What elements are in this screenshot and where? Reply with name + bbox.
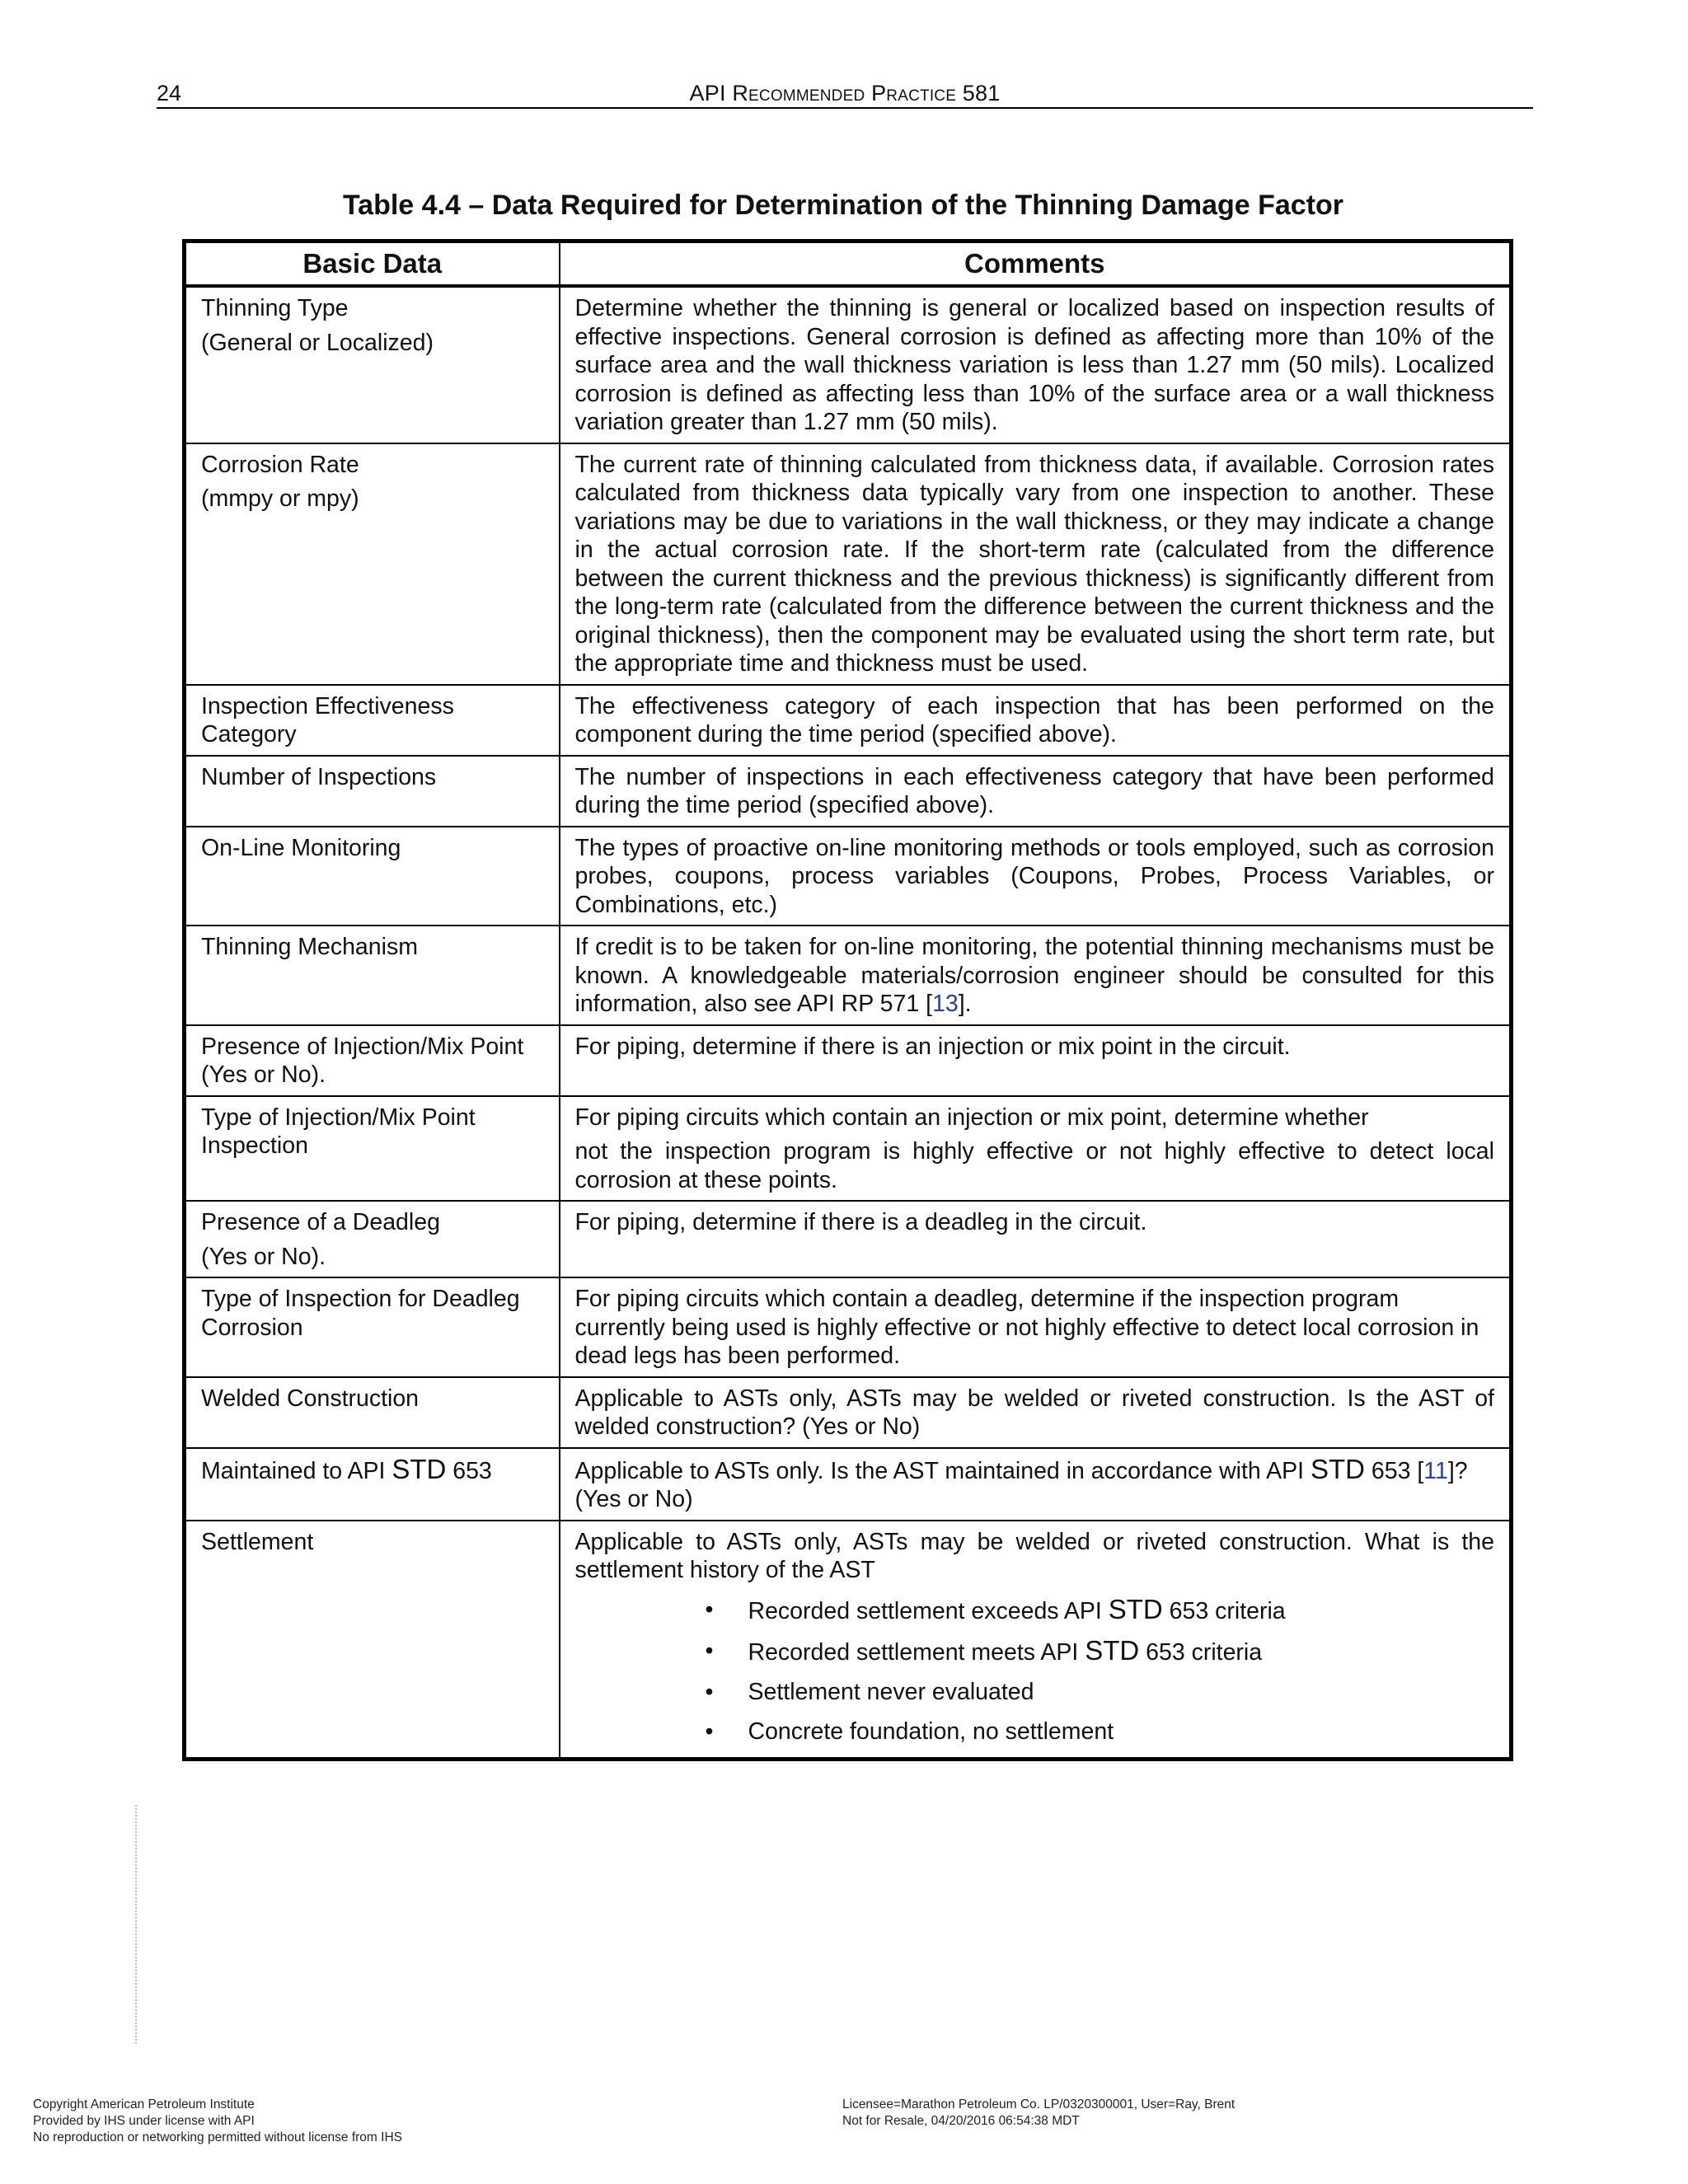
thinning-data-table [182,239,1513,1761]
basic-data-cell: Inspection Effectiveness Category [185,685,560,756]
basic-data-cell [185,443,560,685]
bullet-text: Settlement never evaluated [748,1678,1034,1705]
bullet-text-end: 653 criteria [1162,1597,1286,1624]
std-abbrev: STD [1085,1634,1140,1666]
basic-data-label: Corrosion Rate [201,451,359,478]
comment-cell: The current rate of thinning calculated from thickness data, if available. Corrosion rates calculated from thickness data typically vary from one inspection to another. These variations may be due to variations in the wall thickness, or they may indicate a change in the actual corrosion rate. If the short-term rate (calculated from the difference between the current thickness and the previous thickness) is significantly different from the long-term rate (calculated from the difference between the current thickness and the original thickness), then the component may be evaluated using the short term rate, but the appropriate time and thickness must be used. [560,443,1512,685]
table-row [185,1201,1512,1277]
column-header-comments: Comments [560,241,1512,287]
table-row [185,1025,1512,1096]
column-header-basic-data: Basic Data [185,241,560,287]
basic-data-cell: Type of Injection/Mix Point Inspection [185,1096,560,1202]
table-row [185,1377,1512,1448]
std-abbrev: STD [1108,1593,1163,1624]
table-row [185,443,1512,685]
table-row [185,1096,1512,1202]
footer-line: Copyright American Petroleum Institute [33,2097,255,2111]
basic-data-label: Presence of a Deadleg [201,1209,440,1235]
table-row [185,286,1512,443]
comment-cell: For piping, determine if there is a deadleg in the circuit. [560,1201,1512,1277]
list-item [748,1672,1495,1712]
table-title: Table 4.4 – Data Required for Determination of the Thinning Damage Factor [342,190,1344,221]
table-row [185,1448,1512,1521]
side-margin-marks [135,1805,143,2044]
comment-text-mid: 653 [ [1364,1457,1424,1484]
basic-data-text-end: 653 [446,1457,492,1484]
basic-data-sublabel: (General or Localized) [201,329,434,356]
basic-data-cell: Type of Inspection for Deadleg Corrosion [185,1277,560,1377]
comment-cell [560,1096,1512,1202]
table-row [185,827,1512,926]
comment-cell: The effectiveness category of each inspection that has been performed on the component during the time period (specified above). [560,685,1512,756]
comment-cell: Applicable to ASTs only, ASTs may be welded or riveted construction. Is the AST of welded construction? (Yes or No) [560,1377,1512,1448]
comment-cell: Determine whether the thinning is general or localized based on inspection results of effective inspections. General corrosion is defined as affecting more than 10% of the surface area and the wall thickness variation is less than 1.27 mm (50 mils). Localized corrosion is defined as affecting less than 10% of the surface area or a wall thickness variation greater than 1.27 mm (50 mils). [560,286,1512,443]
basic-data-cell [185,1448,560,1521]
footer-copyright [33,2097,402,2146]
basic-data-cell: On-Line Monitoring [185,827,560,926]
reference-link-11[interactable]: 11 [1423,1457,1448,1484]
comment-text: Applicable to ASTs only. Is the AST maintained in accordance with API [574,1457,1311,1484]
comment-cell: For piping circuits which contain a deadleg, determine if the inspection program currently being used is highly effective or not highly effective to detect local corrosion in dead legs has been performed. [560,1277,1512,1377]
list-item [748,1631,1495,1672]
bullet-text: Concrete foundation, no settlement [748,1718,1114,1745]
table-row [185,685,1512,756]
list-item [748,1590,1495,1631]
basic-data-cell: Presence of Injection/Mix Point (Yes or No). [185,1025,560,1096]
running-title: API Recommended Practice 581 [689,81,1001,105]
comment-cell [560,1448,1512,1521]
table-header-row [185,241,1512,287]
bullet-text: Recorded settlement meets API [748,1638,1085,1666]
basic-data-cell: Number of Inspections [185,756,560,827]
list-item [748,1712,1495,1751]
bullet-text-end: 653 criteria [1139,1638,1263,1666]
comment-cell: The types of proactive on-line monitoring methods or tools employed, such as corrosion probes, coupons, process variables (Coupons, Probes, Process Variables, or Combinations, etc.) [560,827,1512,926]
comment-cell: The number of inspections in each effectiveness category that have been performed during the time period (specified above). [560,756,1512,827]
basic-data-cell [185,1201,560,1277]
basic-data-cell: Welded Construction [185,1377,560,1448]
comment-line: not the inspection program is highly effective or not highly effective to detect local corrosion at these points. [574,1138,1494,1193]
bullet-text: Recorded settlement exceeds API [748,1597,1109,1624]
comment-text: If credit is to be taken for on-line monitoring, the potential thinning mechanisms must be known. A knowledgeable materials/corrosion engineer should be consulted for this information, also see API RP 571 [ [574,934,1494,1017]
footer-line: No reproduction or networking permitted without license from IHS [33,2130,402,2144]
reference-link-13[interactable]: 13 [932,991,959,1017]
std-abbrev: STD [1310,1453,1365,1484]
footer-license [842,2097,1235,2130]
basic-data-cell: Settlement [185,1521,560,1760]
table-row [185,1521,1512,1760]
table-row [185,756,1512,827]
std-abbrev: STD [392,1453,447,1484]
comment-text-end: ]. [958,991,972,1017]
page-number: 24 [157,81,182,105]
comment-text-end: ]? (Yes or No) [574,1457,1468,1512]
footer-line: Not for Resale, 04/20/2016 06:54:38 MDT [842,2114,1080,2128]
basic-data-sublabel: (mmpy or mpy) [201,485,359,512]
basic-data-label: Thinning Type [201,295,349,321]
comment-line: For piping circuits which contain an injection or mix point, determine whether [574,1104,1369,1131]
footer-line: Licensee=Marathon Petroleum Co. LP/0320300001, User=Ray, Brent [842,2097,1236,2111]
comment-cell [560,926,1512,1025]
footer-line: Provided by IHS under license with API [33,2114,255,2128]
table-row [185,926,1512,1025]
comment-cell [560,1521,1512,1760]
page-header [157,81,1533,109]
comment-cell: For piping, determine if there is an injection or mix point in the circuit. [560,1025,1512,1096]
table-row [185,1277,1512,1377]
settlement-bullet-list [575,1590,1495,1751]
comment-text: Applicable to ASTs only, ASTs may be welded or riveted construction. What is the settlement history of the AST [574,1528,1494,1583]
basic-data-sublabel: (Yes or No). [201,1243,326,1270]
basic-data-cell [185,286,560,443]
basic-data-text: Maintained to API [201,1457,392,1484]
basic-data-cell: Thinning Mechanism [185,926,560,1025]
